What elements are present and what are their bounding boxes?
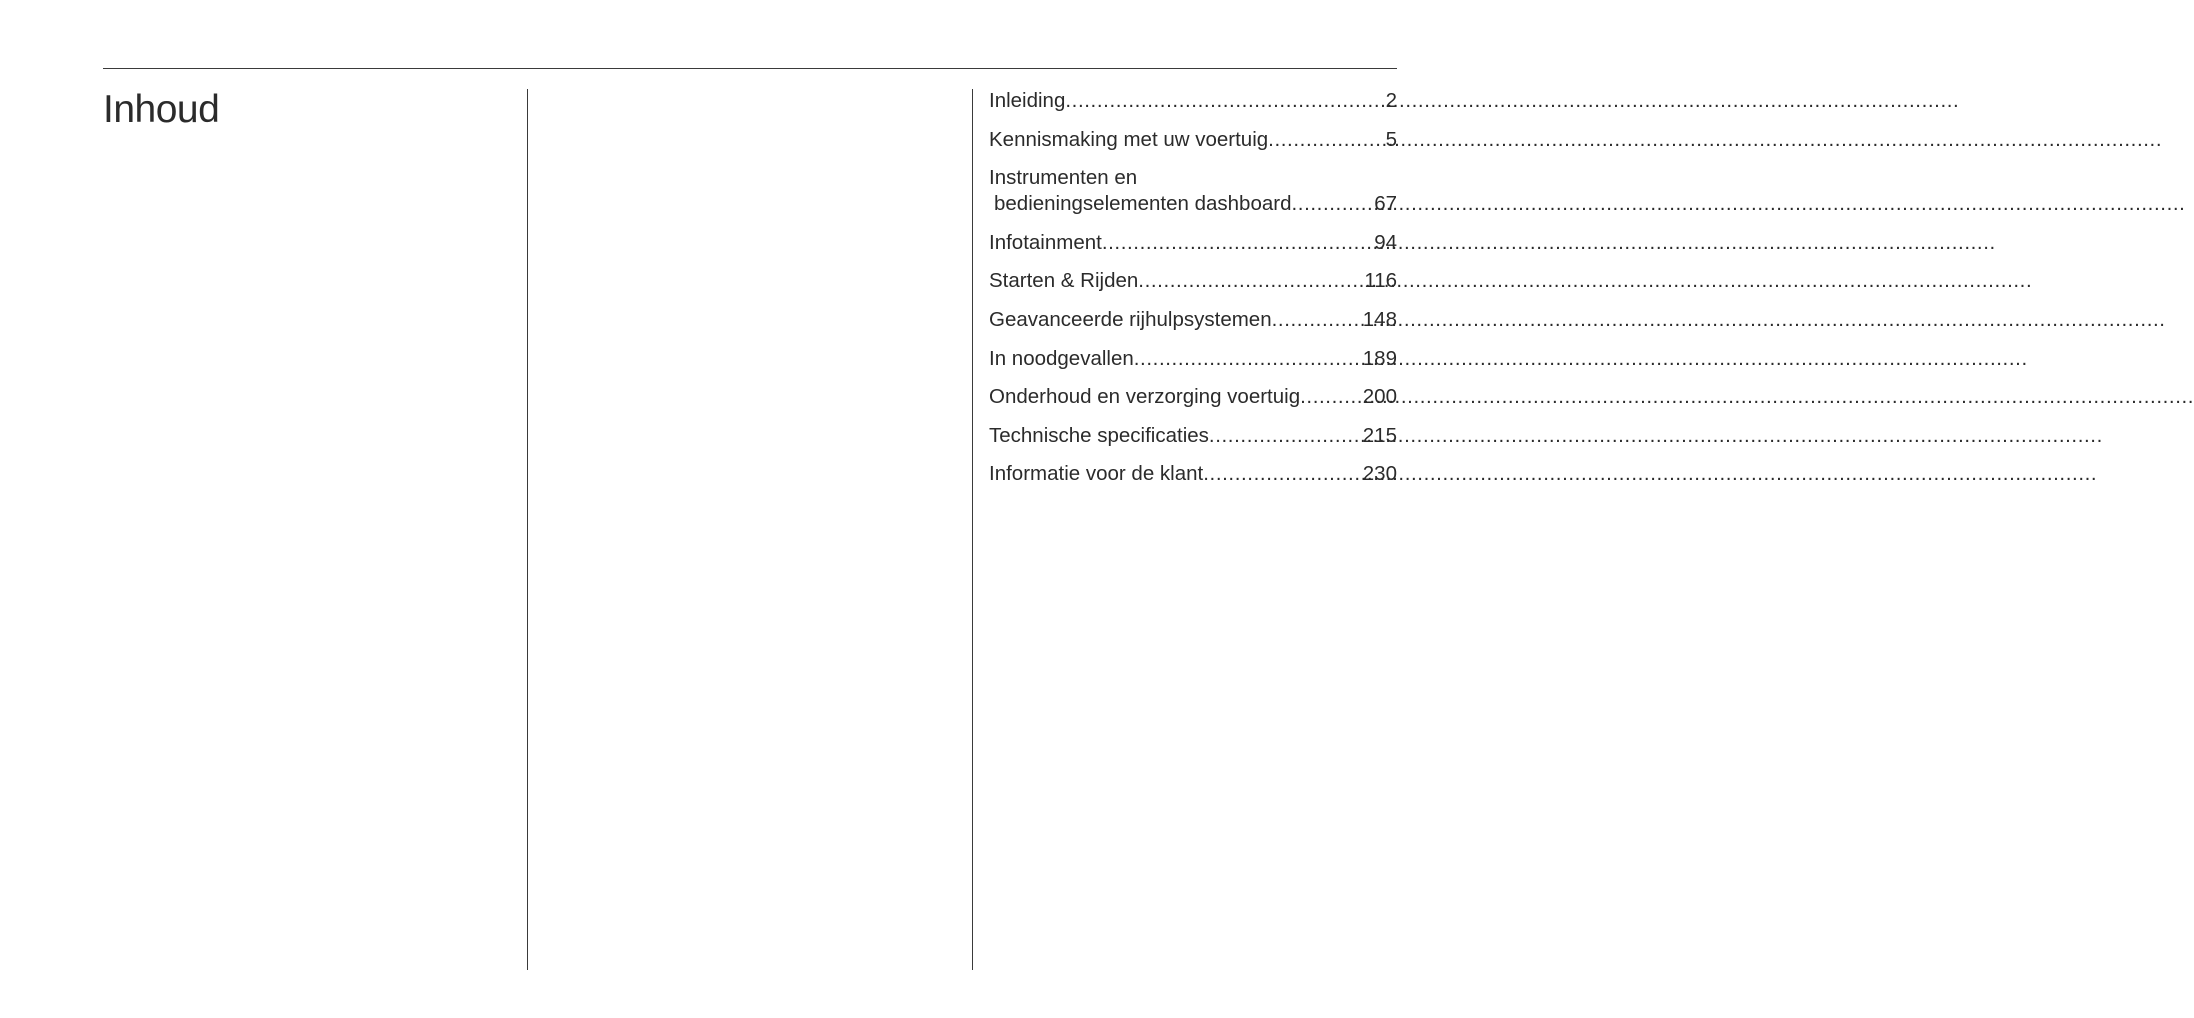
toc-entry-label	[989, 165, 1291, 217]
toc-dot-leader	[1065, 88, 1385, 114]
toc-entry-label-line2: bedieningselementen dashboard	[994, 192, 1292, 216]
page-title: Inhoud	[103, 88, 220, 131]
toc-entry-label: Inleiding	[989, 89, 1066, 112]
toc-entry-label: Geavanceerde rijhulpsystemen	[989, 307, 1272, 331]
toc-dot-leader	[1300, 384, 1363, 410]
toc-entry-label: Technische specificaties	[989, 423, 1209, 447]
toc-entry-label: Kennismaking met uw voertuig	[989, 127, 1269, 151]
header-rule	[103, 68, 1397, 69]
column-divider-left	[527, 89, 528, 970]
toc-entry-klantinformatie[interactable]	[989, 461, 1397, 487]
toc-entry-onderhoud[interactable]	[989, 384, 1397, 410]
toc-dot-leader	[1291, 191, 1374, 217]
toc-dot-leader	[1209, 423, 1363, 449]
toc-dot-leader	[1102, 230, 1374, 256]
toc-entry-label: In noodgevallen	[989, 346, 1134, 370]
toc-dot-leader	[1134, 346, 1363, 372]
toc-page-number: 67	[1374, 192, 1397, 216]
toc-entry-inleiding[interactable]	[989, 88, 1397, 114]
table-of-contents	[989, 88, 1397, 500]
toc-entry-starten-rijden[interactable]	[989, 268, 1397, 294]
toc-entry-kennismaking[interactable]	[989, 127, 1397, 153]
toc-entry-noodgevallen[interactable]	[989, 346, 1397, 372]
toc-entry-label: Informatie voor de klant	[989, 462, 1204, 486]
toc-page-number: 94	[1374, 230, 1397, 254]
toc-dot-leader	[1272, 307, 1363, 333]
toc-page-number: 5	[1385, 127, 1397, 151]
toc-entry-label: Infotainment	[989, 230, 1102, 254]
toc-entry-label: Onderhoud en verzorging voertuig	[989, 385, 1301, 409]
toc-entry-label: Starten & Rijden	[989, 269, 1139, 293]
toc-page-number: 200	[1362, 385, 1397, 409]
toc-entry-infotainment[interactable]	[989, 230, 1397, 256]
toc-page-number: 2	[1385, 89, 1397, 112]
toc-page-number: 189	[1362, 346, 1397, 370]
toc-entry-rijhulpsystemen[interactable]	[989, 307, 1397, 333]
toc-dot-leader	[1138, 268, 1364, 294]
toc-entry-label-line1: Instrumenten en	[989, 166, 1138, 190]
toc-entry-technische-specificaties[interactable]	[989, 423, 1397, 449]
toc-page-number: 215	[1362, 423, 1397, 447]
toc-entry-instrumenten[interactable]	[989, 165, 1397, 217]
toc-page-number: 116	[1364, 269, 1397, 293]
toc-dot-leader	[1268, 127, 1385, 153]
toc-dot-leader	[1203, 461, 1363, 487]
column-divider-right	[972, 89, 973, 970]
toc-page-number: 148	[1362, 307, 1397, 331]
toc-page-number: 230	[1362, 462, 1397, 486]
